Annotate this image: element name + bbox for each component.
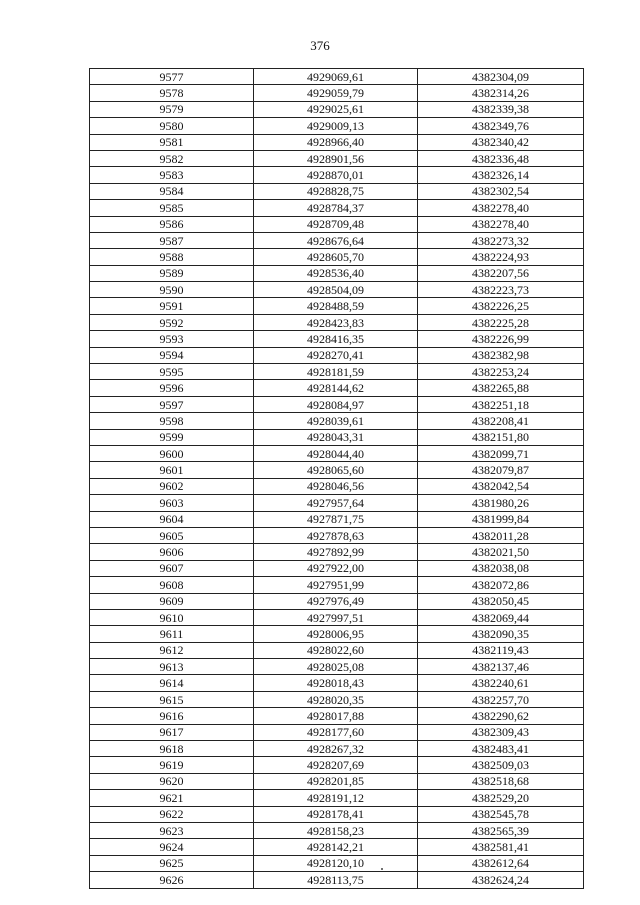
x-coordinate-cell: 4928065,60	[254, 462, 418, 478]
point-number-cell: 9601	[90, 462, 254, 478]
point-number-cell: 9607	[90, 560, 254, 576]
x-coordinate-cell: 4927997,51	[254, 609, 418, 625]
point-number-cell: 9624	[90, 839, 254, 855]
point-number-cell: 9602	[90, 478, 254, 494]
point-number-cell: 9605	[90, 527, 254, 543]
x-coordinate-cell: 4928181,59	[254, 364, 418, 380]
point-number-cell: 9595	[90, 364, 254, 380]
x-coordinate-cell: 4928901,56	[254, 150, 418, 166]
table-row	[90, 773, 584, 789]
x-coordinate-cell: 4928207,69	[254, 757, 418, 773]
point-number-cell: 9625	[90, 855, 254, 871]
x-coordinate-cell: 4927922,00	[254, 560, 418, 576]
table-row	[90, 659, 584, 675]
table-row	[90, 593, 584, 609]
point-number-cell: 9598	[90, 413, 254, 429]
y-coordinate-cell: 4382079,87	[418, 462, 584, 478]
coordinates-table-body	[90, 69, 584, 889]
table-row	[90, 85, 584, 101]
table-row	[90, 429, 584, 445]
x-coordinate-cell: 4928018,43	[254, 675, 418, 691]
table-row	[90, 626, 584, 642]
point-number-cell: 9622	[90, 806, 254, 822]
point-number-cell: 9609	[90, 593, 254, 609]
y-coordinate-cell: 4382137,46	[418, 659, 584, 675]
table-row	[90, 232, 584, 248]
x-coordinate-cell: 4929059,79	[254, 85, 418, 101]
point-number-cell: 9591	[90, 298, 254, 314]
x-coordinate-cell: 4928039,61	[254, 413, 418, 429]
y-coordinate-cell: 4382509,03	[418, 757, 584, 773]
table-row	[90, 380, 584, 396]
point-number-cell: 9600	[90, 445, 254, 461]
y-coordinate-cell: 4382382,98	[418, 347, 584, 363]
y-coordinate-cell: 4382226,25	[418, 298, 584, 314]
y-coordinate-cell: 4382208,41	[418, 413, 584, 429]
y-coordinate-cell: 4382223,73	[418, 282, 584, 298]
y-coordinate-cell: 4382304,09	[418, 69, 584, 85]
point-number-cell: 9586	[90, 216, 254, 232]
table-row	[90, 249, 584, 265]
x-coordinate-cell: 4928709,48	[254, 216, 418, 232]
y-coordinate-cell: 4382072,86	[418, 577, 584, 593]
table-row	[90, 495, 584, 511]
table-row	[90, 396, 584, 412]
table-row	[90, 691, 584, 707]
y-coordinate-cell: 4382518,68	[418, 773, 584, 789]
y-coordinate-cell: 4382273,32	[418, 232, 584, 248]
point-number-cell: 9623	[90, 822, 254, 838]
table-row	[90, 724, 584, 740]
point-number-cell: 9590	[90, 282, 254, 298]
point-number-cell: 9603	[90, 495, 254, 511]
point-number-cell: 9617	[90, 724, 254, 740]
point-number-cell: 9610	[90, 609, 254, 625]
point-number-cell: 9612	[90, 642, 254, 658]
y-coordinate-cell: 4382042,54	[418, 478, 584, 494]
table-row	[90, 364, 584, 380]
table-row	[90, 347, 584, 363]
x-coordinate-cell: 4928270,41	[254, 347, 418, 363]
x-coordinate-cell: 4929025,61	[254, 101, 418, 117]
y-coordinate-cell: 4382099,71	[418, 445, 584, 461]
y-coordinate-cell: 4382011,28	[418, 527, 584, 543]
table-row	[90, 183, 584, 199]
point-number-cell: 9584	[90, 183, 254, 199]
y-coordinate-cell: 4382309,43	[418, 724, 584, 740]
point-number-cell: 9604	[90, 511, 254, 527]
y-coordinate-cell: 4382349,76	[418, 118, 584, 134]
table-row	[90, 544, 584, 560]
table-row	[90, 872, 584, 888]
x-coordinate-cell: 4929009,13	[254, 118, 418, 134]
point-number-cell: 9589	[90, 265, 254, 281]
y-coordinate-cell: 4382339,38	[418, 101, 584, 117]
x-coordinate-cell: 4928006,95	[254, 626, 418, 642]
table-row	[90, 265, 584, 281]
table-row	[90, 282, 584, 298]
x-coordinate-cell: 4928144,62	[254, 380, 418, 396]
y-coordinate-cell: 4382119,43	[418, 642, 584, 658]
y-coordinate-cell: 4382253,24	[418, 364, 584, 380]
point-number-cell: 9579	[90, 101, 254, 117]
point-number-cell: 9596	[90, 380, 254, 396]
y-coordinate-cell: 4382290,62	[418, 708, 584, 724]
point-number-cell: 9582	[90, 150, 254, 166]
y-coordinate-cell: 4382021,50	[418, 544, 584, 560]
scan-speck	[381, 868, 383, 870]
table-row	[90, 413, 584, 429]
point-number-cell: 9585	[90, 200, 254, 216]
point-number-cell: 9618	[90, 741, 254, 757]
x-coordinate-cell: 4928870,01	[254, 167, 418, 183]
y-coordinate-cell: 4382565,39	[418, 822, 584, 838]
x-coordinate-cell: 4928605,70	[254, 249, 418, 265]
point-number-cell: 9613	[90, 659, 254, 675]
y-coordinate-cell: 4382251,18	[418, 396, 584, 412]
x-coordinate-cell: 4928017,88	[254, 708, 418, 724]
y-coordinate-cell: 4382069,44	[418, 609, 584, 625]
point-number-cell: 9611	[90, 626, 254, 642]
table-row	[90, 790, 584, 806]
table-row	[90, 445, 584, 461]
y-coordinate-cell: 4382612,64	[418, 855, 584, 871]
y-coordinate-cell: 4382225,28	[418, 314, 584, 330]
point-number-cell: 9615	[90, 691, 254, 707]
table-row	[90, 806, 584, 822]
point-number-cell: 9616	[90, 708, 254, 724]
y-coordinate-cell: 4382090,35	[418, 626, 584, 642]
y-coordinate-cell: 4382545,78	[418, 806, 584, 822]
table-row	[90, 675, 584, 691]
y-coordinate-cell: 4382240,61	[418, 675, 584, 691]
x-coordinate-cell: 4928966,40	[254, 134, 418, 150]
x-coordinate-cell: 4928504,09	[254, 282, 418, 298]
point-number-cell: 9619	[90, 757, 254, 773]
x-coordinate-cell: 4928113,75	[254, 872, 418, 888]
point-number-cell: 9577	[90, 69, 254, 85]
table-row	[90, 822, 584, 838]
x-coordinate-cell: 4927976,49	[254, 593, 418, 609]
point-number-cell: 9626	[90, 872, 254, 888]
point-number-cell: 9614	[90, 675, 254, 691]
y-coordinate-cell: 4382314,26	[418, 85, 584, 101]
table-row	[90, 511, 584, 527]
table-row	[90, 855, 584, 871]
point-number-cell: 9597	[90, 396, 254, 412]
y-coordinate-cell: 4382336,48	[418, 150, 584, 166]
y-coordinate-cell: 4382278,40	[418, 216, 584, 232]
y-coordinate-cell: 4382151,80	[418, 429, 584, 445]
point-number-cell: 9606	[90, 544, 254, 560]
point-number-cell: 9594	[90, 347, 254, 363]
point-number-cell: 9593	[90, 331, 254, 347]
point-number-cell: 9620	[90, 773, 254, 789]
y-coordinate-cell: 4381999,84	[418, 511, 584, 527]
x-coordinate-cell: 4928178,41	[254, 806, 418, 822]
y-coordinate-cell: 4382581,41	[418, 839, 584, 855]
table-row	[90, 839, 584, 855]
x-coordinate-cell: 4928416,35	[254, 331, 418, 347]
x-coordinate-cell: 4928020,35	[254, 691, 418, 707]
table-row	[90, 741, 584, 757]
x-coordinate-cell: 4928488,59	[254, 298, 418, 314]
table-row	[90, 150, 584, 166]
y-coordinate-cell: 4382265,88	[418, 380, 584, 396]
x-coordinate-cell: 4927871,75	[254, 511, 418, 527]
table-row	[90, 331, 584, 347]
y-coordinate-cell: 4382226,99	[418, 331, 584, 347]
table-row	[90, 757, 584, 773]
y-coordinate-cell: 4382257,70	[418, 691, 584, 707]
y-coordinate-cell: 4381980,26	[418, 495, 584, 511]
y-coordinate-cell: 4382340,42	[418, 134, 584, 150]
x-coordinate-cell: 4928025,08	[254, 659, 418, 675]
table-row	[90, 298, 584, 314]
table-row	[90, 527, 584, 543]
x-coordinate-cell: 4928784,37	[254, 200, 418, 216]
y-coordinate-cell: 4382326,14	[418, 167, 584, 183]
x-coordinate-cell: 4928536,40	[254, 265, 418, 281]
x-coordinate-cell: 4928043,31	[254, 429, 418, 445]
y-coordinate-cell: 4382529,20	[418, 790, 584, 806]
table-row	[90, 101, 584, 117]
x-coordinate-cell: 4928676,64	[254, 232, 418, 248]
x-coordinate-cell: 4928828,75	[254, 183, 418, 199]
x-coordinate-cell: 4928191,12	[254, 790, 418, 806]
y-coordinate-cell: 4382207,56	[418, 265, 584, 281]
x-coordinate-cell: 4928267,32	[254, 741, 418, 757]
x-coordinate-cell: 4928044,40	[254, 445, 418, 461]
point-number-cell: 9578	[90, 85, 254, 101]
x-coordinate-cell: 4928177,60	[254, 724, 418, 740]
table-row	[90, 577, 584, 593]
x-coordinate-cell: 4928120,10	[254, 855, 418, 871]
table-row	[90, 134, 584, 150]
y-coordinate-cell: 4382302,54	[418, 183, 584, 199]
x-coordinate-cell: 4927878,63	[254, 527, 418, 543]
x-coordinate-cell: 4928423,83	[254, 314, 418, 330]
x-coordinate-cell: 4927892,99	[254, 544, 418, 560]
page-number: 376	[310, 38, 330, 53]
table-row	[90, 167, 584, 183]
point-number-cell: 9583	[90, 167, 254, 183]
x-coordinate-cell: 4928142,21	[254, 839, 418, 855]
table-row	[90, 200, 584, 216]
x-coordinate-cell: 4928022,60	[254, 642, 418, 658]
x-coordinate-cell: 4928046,56	[254, 478, 418, 494]
point-number-cell: 9592	[90, 314, 254, 330]
point-number-cell: 9587	[90, 232, 254, 248]
table-row	[90, 216, 584, 232]
x-coordinate-cell: 4928158,23	[254, 822, 418, 838]
x-coordinate-cell: 4927951,99	[254, 577, 418, 593]
x-coordinate-cell: 4928084,97	[254, 396, 418, 412]
y-coordinate-cell: 4382483,41	[418, 741, 584, 757]
point-number-cell: 9580	[90, 118, 254, 134]
point-number-cell: 9599	[90, 429, 254, 445]
table-row	[90, 462, 584, 478]
x-coordinate-cell: 4929069,61	[254, 69, 418, 85]
y-coordinate-cell: 4382038,08	[418, 560, 584, 576]
table-row	[90, 609, 584, 625]
table-row	[90, 314, 584, 330]
y-coordinate-cell: 4382624,24	[418, 872, 584, 888]
y-coordinate-cell: 4382050,45	[418, 593, 584, 609]
x-coordinate-cell: 4928201,85	[254, 773, 418, 789]
table-row	[90, 478, 584, 494]
point-number-cell: 9608	[90, 577, 254, 593]
table-row	[90, 642, 584, 658]
coordinates-table	[89, 68, 584, 889]
point-number-cell: 9621	[90, 790, 254, 806]
point-number-cell: 9588	[90, 249, 254, 265]
table-row	[90, 560, 584, 576]
point-number-cell: 9581	[90, 134, 254, 150]
table-row	[90, 118, 584, 134]
x-coordinate-cell: 4927957,64	[254, 495, 418, 511]
y-coordinate-cell: 4382224,93	[418, 249, 584, 265]
table-row	[90, 708, 584, 724]
y-coordinate-cell: 4382278,40	[418, 200, 584, 216]
table-row	[90, 69, 584, 85]
